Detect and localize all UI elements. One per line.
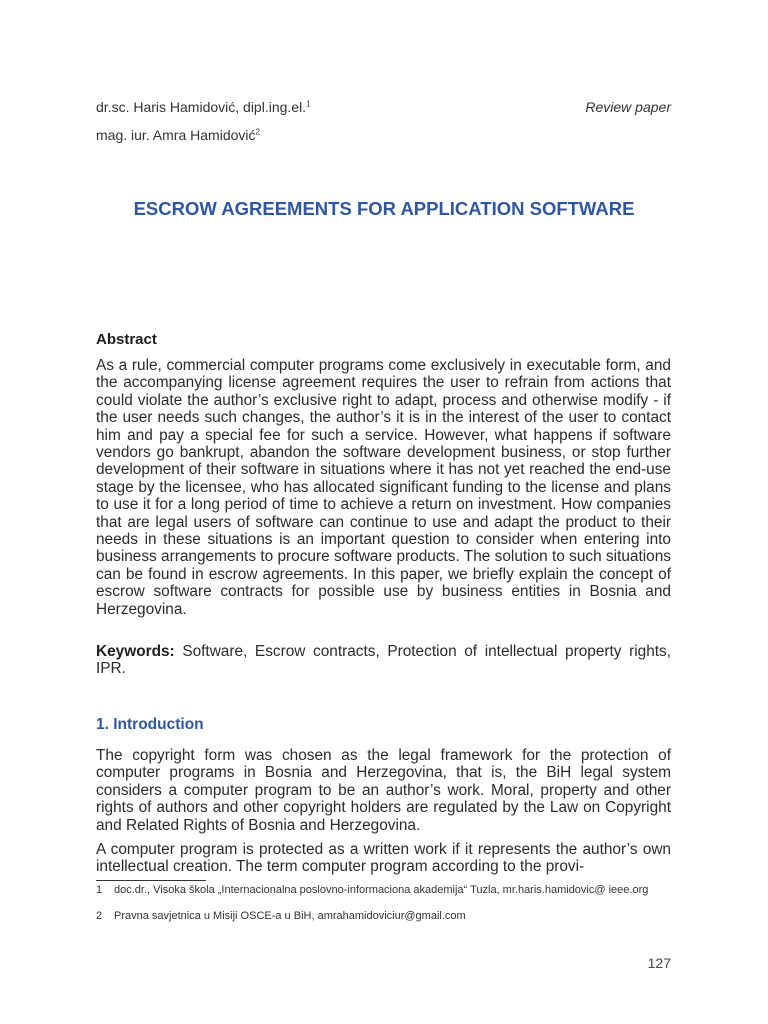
paper-title: ESCROW AGREEMENTS FOR APPLICATION SOFTWARE [133,198,635,219]
footnote-1 [96,884,671,910]
author-1 [96,99,311,115]
footnote-2-number: 2 [96,910,103,922]
introduction-paragraph-1: The copyright form was chosen as the legal framework for the protection of computer programs in Bosnia and Herzegovina, that is, the BiH legal system considers a computer program to be an author’s work. Moral, property and other rights of authors and other copyright holders are regulated by the Law on Copyright and Related Rights of Bosnia and Herzegovina. [96,747,671,834]
introduction-paragraph-2: A computer program is protected as a written work if it represents the author’s own intellectual creation. The term computer program according to the provi- [96,841,671,876]
paper-type: Review paper [585,99,671,115]
author-1-name: dr.sc. Haris Hamidović, dipl.ing.el. [96,99,307,115]
footnote-1-number: 1 [96,884,103,896]
author-1-footnote-ref: 1 [306,99,311,109]
footnote-2-text: Pravna savjetnica u Misiji OSCE-a u BiH, amrahamidoviciur@gmail.com [114,910,466,922]
keywords-text: Software, Escrow contracts, Protection of intellectual property rights, IPR. [96,643,672,678]
footnote-2 [96,910,671,923]
abstract-heading: Abstract [96,331,157,348]
footnote-1-text: doc.dr., Visoka škola „Internacionalna poslovno-informaciona akademija“ Tuzla, mr.haris.hamidovic@ ieee.org [114,884,649,896]
author-2-name: mag. iur. Amra Hamidović [96,127,256,143]
introduction-heading: 1. Introduction [96,716,204,733]
author-2-footnote-ref: 2 [255,127,260,137]
abstract-text: As a rule, commercial computer programs come exclusively in executable form, and the accompanying license agreement requires the user to refrain from actions that could violate the author’s exclusive right to adapt, process and otherwise modify - if the user needs such changes, the author’s it is in the interest of the user to contact him and pay a special fee for such a service. However, what happens if software vendors go bankrupt, abandon the software development business, or stop further development of their software in situations where it has not yet reached the end-use stage by the licensee, who has allocated significant funding to the license and plans to use it for a long period of time to achieve a return on investment. How companies that are legal users of software can continue to use and adapt the product to their needs in these situations is an important question to consider when entering into business arrangements to procure software products. The solution to such situations can be found in escrow agreements. In this paper, we briefly explain the concept of escrow software contracts for possible use by business entities in Bosnia and Herzegovina. [96,357,671,618]
keywords [96,643,671,678]
footnote-divider [96,880,206,881]
page-number: 127 [647,955,671,971]
author-2 [96,127,260,143]
keywords-label: Keywords: [96,643,175,660]
